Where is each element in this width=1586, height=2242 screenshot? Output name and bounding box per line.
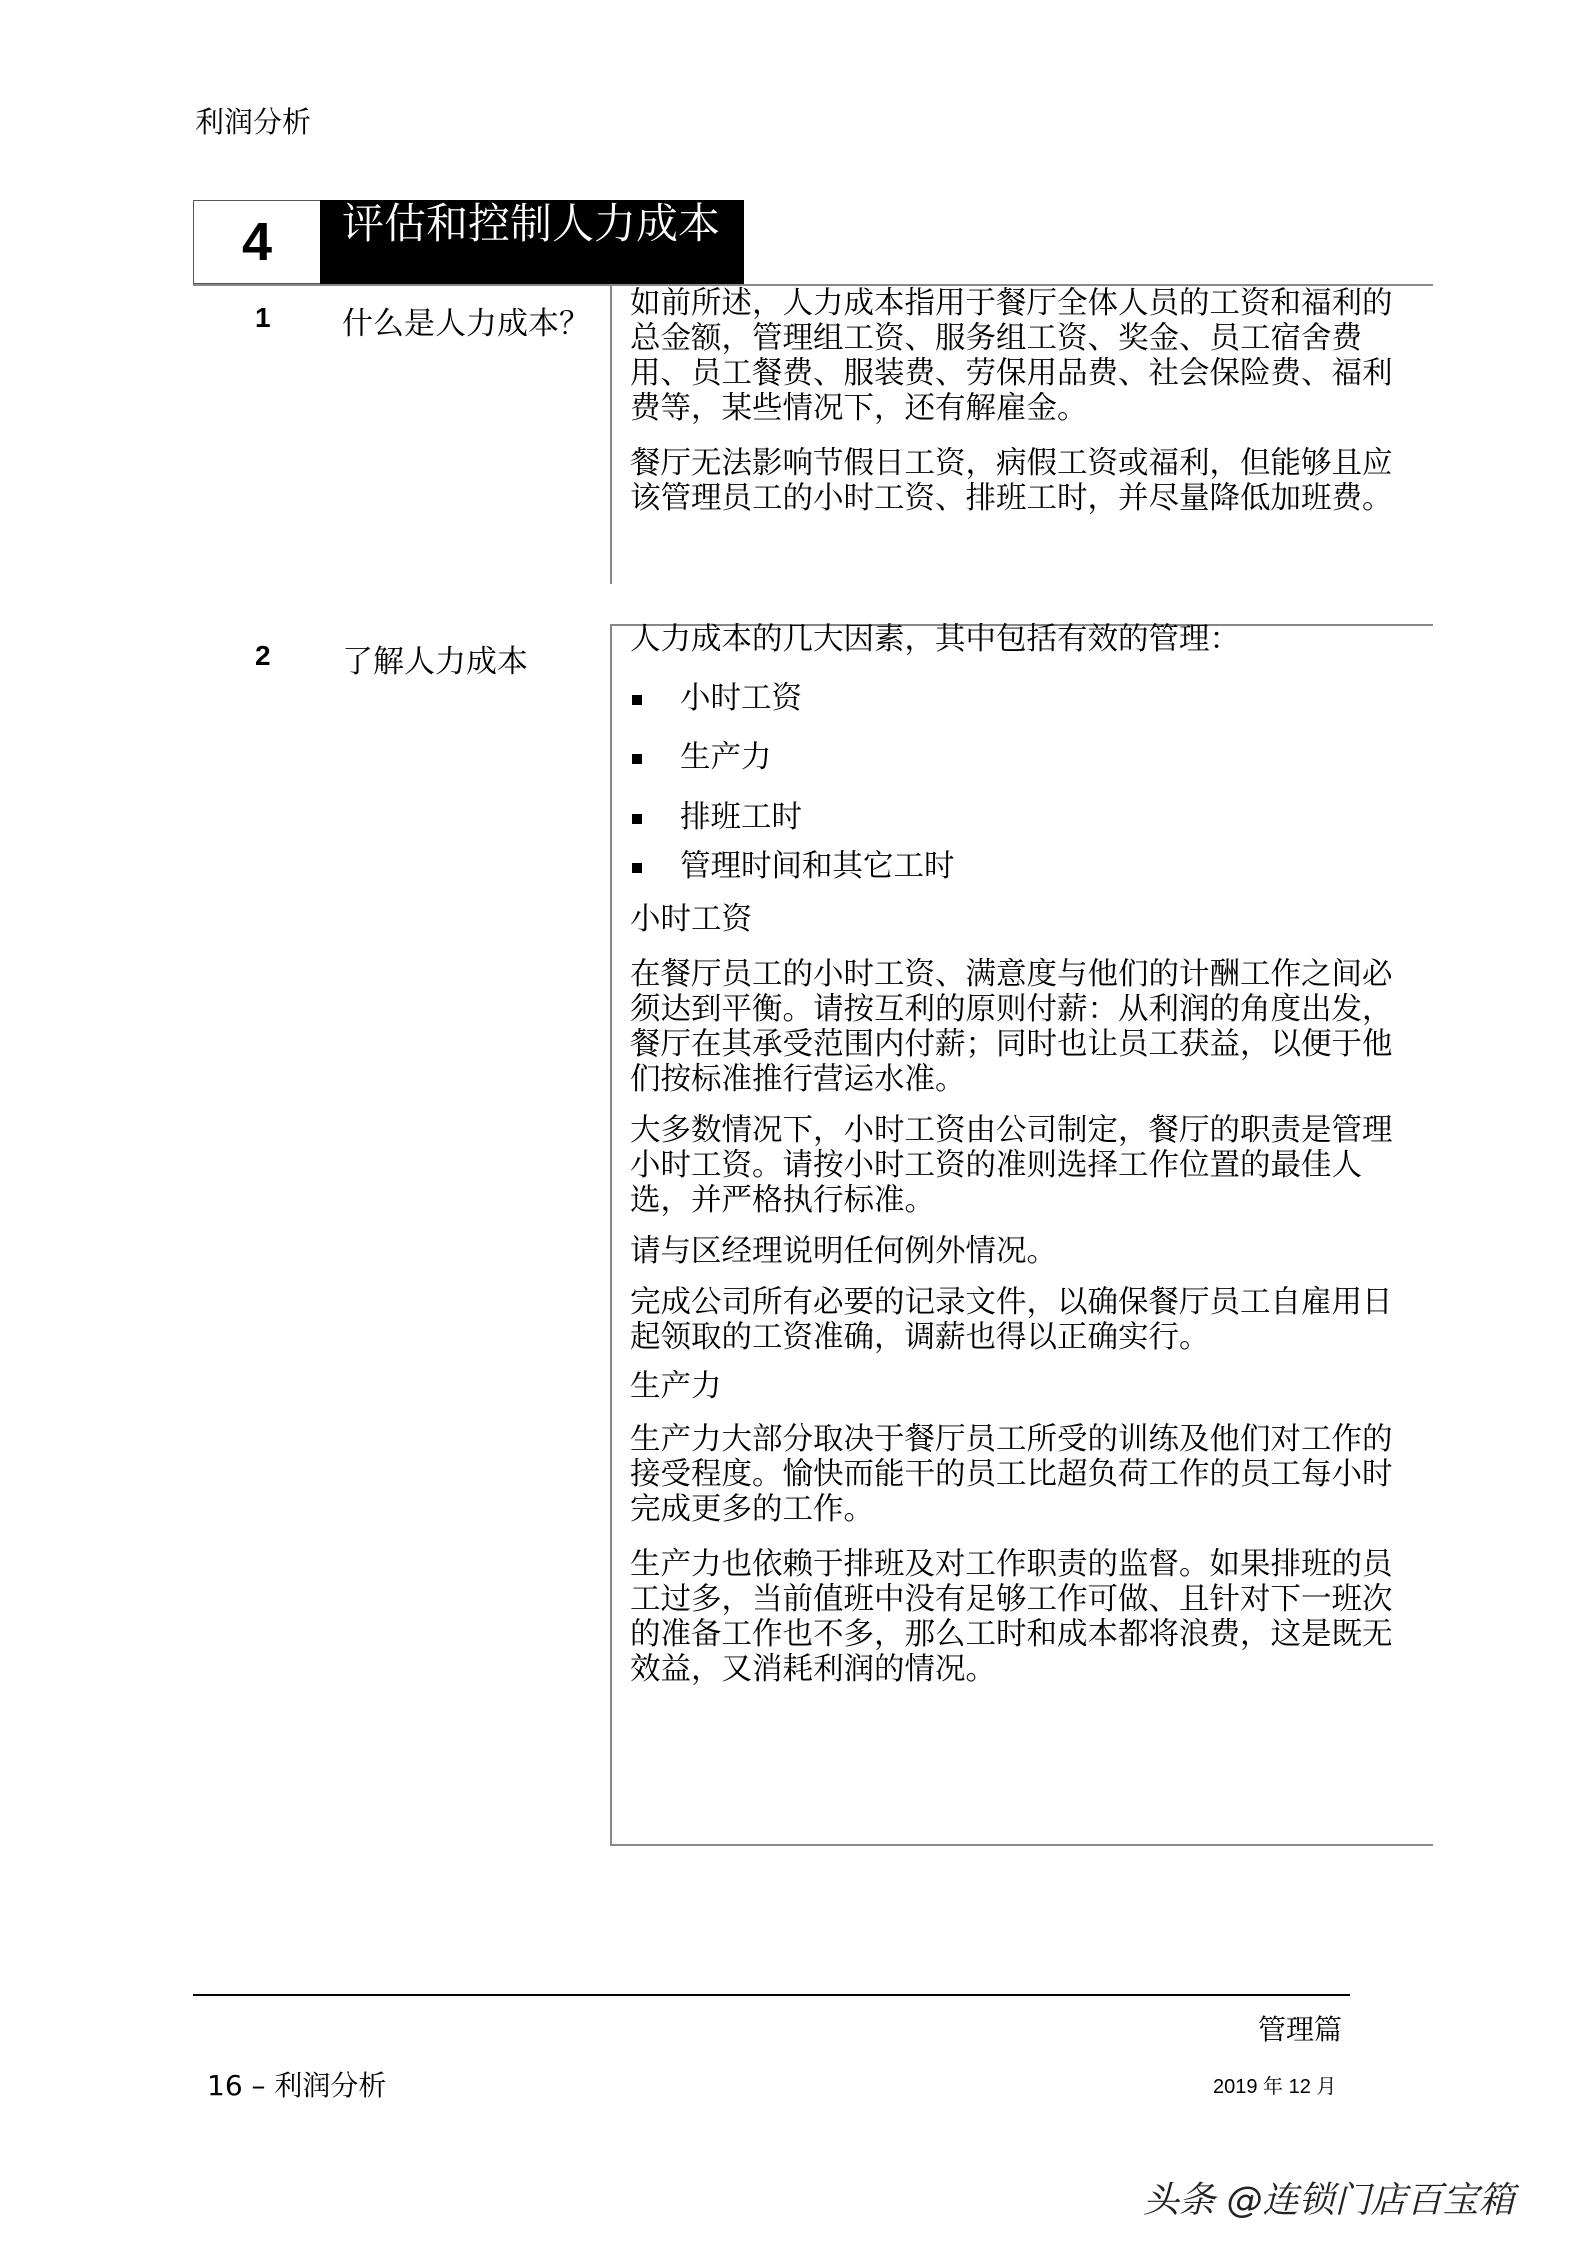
paragraph: 完成公司所有必要的记录文件，以确保餐厅员工自雇用日起领取的工资准确，调薪也得以正确实行。: [630, 1285, 1393, 1355]
footer-section-label: 管理篇: [1258, 2013, 1343, 2046]
paragraph: 如前所述，人力成本指用于餐厅全体人员的工资和福利的总金额，管理组工资、服务组工资、奖金、员工宿舍费用、员工餐费、服装费、劳保用品费、社会保险费、福利费等，某些情况下，还有解雇金。: [630, 286, 1393, 426]
footer-rule: [193, 1994, 1350, 1996]
list-item-text: 生产力: [680, 740, 772, 775]
factor-list: [630, 681, 1410, 884]
list-item: [630, 740, 1410, 775]
bullet-square-icon: [632, 814, 642, 824]
paragraph: 生产力大部分取决于餐厅员工所受的训练及他们对工作的接受程度。愉快而能干的员工比超负荷工作的员工每小时完成更多的工作。: [630, 1422, 1393, 1527]
paragraph: 大多数情况下，小时工资由公司制定，餐厅的职责是管理小时工资。请按小时工资的准则选择工作位置的最佳人选，并严格执行标准。: [630, 1113, 1393, 1218]
section-2-title: 了解人力成本: [342, 644, 528, 680]
chapter-title: 评估和控制人力成本: [320, 200, 744, 284]
running-header: 利润分析: [195, 105, 312, 139]
section-2-body: [630, 622, 1410, 1687]
column-divider-2: [610, 624, 612, 1844]
bullet-square-icon: [632, 863, 642, 873]
list-item: [630, 800, 1410, 835]
paragraph: 请与区经理说明任何例外情况。: [630, 1234, 1057, 1269]
section-2-number: 2: [255, 640, 271, 671]
column-divider-1: [610, 284, 612, 584]
footer-date: 2019 年 12 月: [1213, 2076, 1337, 2098]
paragraph: 生产力也依赖于排班及对工作职责的监督。如果排班的员工过多，当前值班中没有足够工作可做、且针对下一班次的准备工作也不多，那么工时和成本都将浪费，这是既无效益，又消耗利润的情况。: [630, 1547, 1393, 1687]
section-divider-bottom: [610, 1844, 1433, 1846]
list-item-text: 小时工资: [680, 681, 802, 716]
subsection-heading: 生产力: [630, 1369, 722, 1404]
section-1-title: 什么是人力成本？: [342, 306, 590, 342]
bullet-square-icon: [632, 695, 642, 705]
subsection-heading: 小时工资: [630, 902, 752, 937]
list-item: [630, 849, 1410, 884]
page-number-label: 16 – 利润分析: [207, 2069, 387, 2102]
paragraph: 在餐厅员工的小时工资、满意度与他们的计酬工作之间必须达到平衡。请按互利的原则付薪：从利润的角度出发，餐厅在其承受范围内付薪；同时也让员工获益，以便于他们按标准推行营运水准。: [630, 957, 1393, 1097]
section-intro: 人力成本的几大因素，其中包括有效的管理：: [630, 622, 1240, 657]
section-1-number: 1: [255, 302, 271, 333]
bullet-square-icon: [632, 754, 642, 764]
chapter-number: 4: [193, 200, 320, 284]
section-1-body: [630, 286, 1410, 516]
list-item-text: 排班工时: [680, 800, 802, 835]
list-item-text: 管理时间和其它工时: [680, 849, 955, 884]
list-item: [630, 681, 1410, 716]
watermark: 头条 @连锁门店百宝箱: [1143, 2180, 1515, 2221]
paragraph: 餐厅无法影响节假日工资，病假工资或福利，但能够且应该管理员工的小时工资、排班工时，并尽量降低加班费。: [630, 446, 1393, 516]
